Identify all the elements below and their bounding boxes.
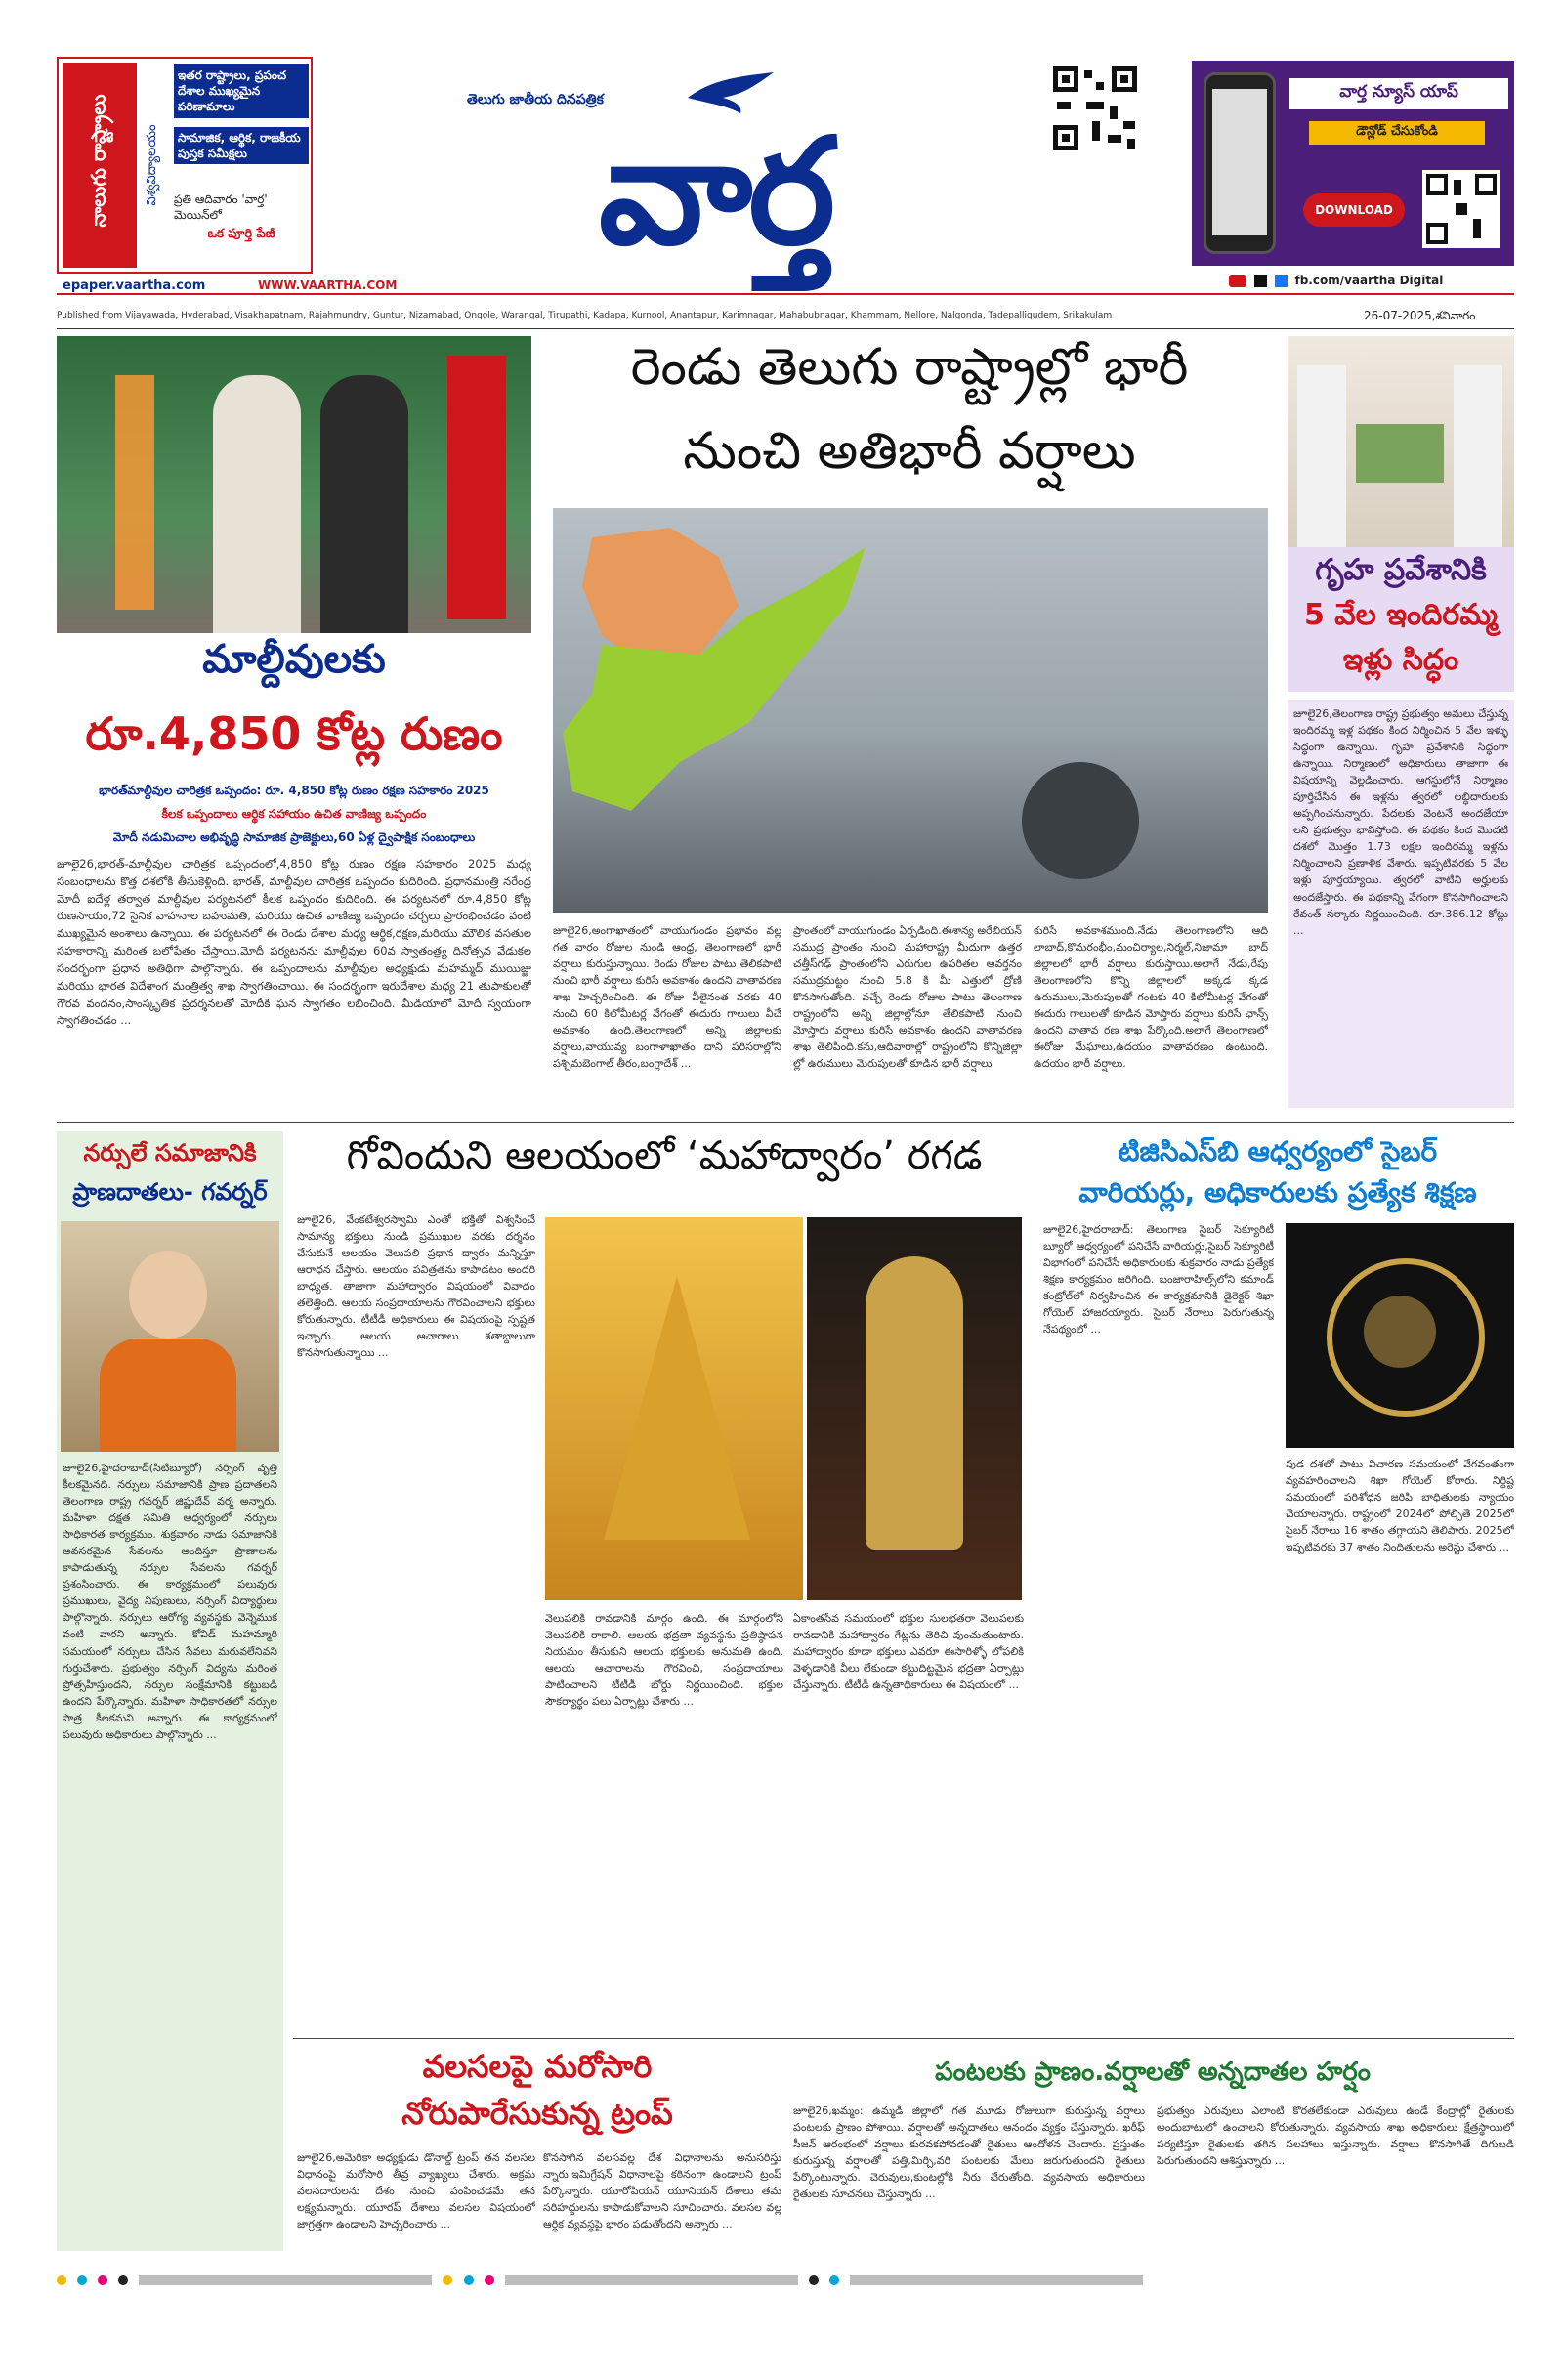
governor-photo bbox=[61, 1221, 279, 1452]
promo-line-2: సామాజిక, ఆర్థిక, రాజకీయ పుస్తక సమీక్షలు bbox=[174, 127, 309, 164]
promo-vertical-strip bbox=[139, 63, 166, 268]
tgcsb-col-1: జూలై26,హైదరాబాద్: తెలంగాణ సైబర్ సెక్యూరిటీ బ్యూరో ఆధ్వర్యంలో పనిచేసే వారియర్లు,సైబర్ సెక్యూరిటీ విభాగంలో పనిచేసే అధికారులకు శుక్రవారం నాడు ప్రత్యేక శిక్షణ కార్యక్రమం జరిగింది. బంజారాహిల్స్‌లోని కమాండ్ కంట్రోల్‌లో నిర్వహించిన ఈ కార్యక్రమానికి డైరెక్టర్ శిఖా గోయెల్ హాజరయ్యారు. సైబర్ నేరాలు పెరుగుతున్న నేపథ్యంలో ... bbox=[1043, 1223, 1274, 1337]
housing-photo bbox=[1288, 336, 1514, 547]
footer-registration-marks bbox=[57, 2271, 1514, 2290]
lead-col-1: జూలై26,అంగాఖాతంలో వాయుగుండం ప్రభావం వల్ల గత వారం రోజుల నుండి ఆంధ్ర, తెలంగాణలో భారీ వర్షాలు కురుస్తున్నాయి. రెండు రోజుల పాటు తెలికపాటి నుంచి భారీ వర్షాలు కురిసే అవకాశం ఉందని వాతావరణ శాఖ హెచ్చరించింది. ఈ రోజు వీలైనంత వరకు 40 నుంచి 60 కిలోమీటర్ల వేగంతో ఈదురు గాలులు వీచే అవకాశం ఉంది.తెలంగాణలో అన్ని జిల్లాలకు వర్షాలు,వాయువ్య బంగాళాఖాతం దాని పరిసరాల్లోని పశ్చిమబెంగాల్ తీరం,బంగ్లాదేశ్ ... bbox=[553, 924, 782, 1071]
maldives-headline-1: మాల్దీవులకు bbox=[202, 637, 386, 682]
social-icons[interactable] bbox=[1229, 274, 1443, 287]
temple-headline-a: గోవిందుని ఆలయంలో bbox=[346, 1133, 675, 1178]
tagline: తెలుగు జాతీయ దినపత్రిక bbox=[467, 92, 604, 107]
ap-map-shape bbox=[553, 528, 875, 821]
temple-gopuram-photo bbox=[545, 1217, 803, 1600]
governor-headline-1: నర్సులే సమాజానికి bbox=[83, 1139, 257, 1167]
governor-headline-2: ప్రాణదాతలు- గవర్నర్ bbox=[72, 1178, 268, 1206]
trump-headline-1: వలసలపై మరోసారి bbox=[422, 2048, 653, 2085]
temple-headline bbox=[293, 1133, 1035, 1188]
registration-dot-magenta bbox=[98, 2275, 107, 2285]
trump-headline-2: నోరుపారేసుకున్న ట్రంప్ bbox=[401, 2095, 673, 2132]
registration-bar-3 bbox=[850, 2275, 1143, 2285]
temple-headline-b: ‘మహాద్వారం’ bbox=[686, 1133, 895, 1178]
registration-dot-cyan-3 bbox=[829, 2275, 839, 2285]
farmers-col-2: ప్రభుత్వం ఎరువులు ఎలాంటి కొరతలేకుండా ఎరువులు ఉండే కేంద్రాల్లో రైతులకు అందుబాటులో ఉంచాలని కోరుతున్నారు. వ్యవసాయ శాఖ అధికారులు క్షేత్రస్థాయిలో పర్యటిస్తూ రైతులకు తగిన సలహాలు ఇస్తున్నారు. వర్షాలు కొనసాగితే దిగుబడి పెరుగుతుందని ఆశిస్తున్నారు ... bbox=[1157, 2104, 1514, 2168]
app-title: వార్త న్యూస్ యాప్ bbox=[1289, 78, 1508, 109]
app-qr-icon[interactable] bbox=[1422, 170, 1500, 248]
tgcsb-headline-2: వారియర్లు, అధికారులకు ప్రత్యేక శిక్షణ bbox=[1078, 1176, 1477, 1209]
registration-dot-magenta-2 bbox=[485, 2275, 494, 2285]
site-url[interactable]: WWW.VAARTHA.COM bbox=[258, 278, 398, 292]
tgcsb-col-2: పుడ దశలో పాటు విచారణ సమయంలో వేగవంతంగా వ్యవహరించాలని శిఖా గోయెల్ కోరారు. నిర్దిష్ట సమయంలో పరిశోధన జరిపి బాధితులకు న్యాయం చేయాలన్నారు. రాష్ట్రంలో 2024లో పోల్చితే 2025లో సైబర్ నేరాలు 16 శాతం తగ్గాయని తెలిపారు. 2025లో ఇప్పటివరకు 37 శాతం నిందితులను అరెస్టు చేశారు ... bbox=[1286, 1458, 1514, 1554]
publishing-line: Published from Vijayawada, Hyderabad, Visakhapatnam, Rajahmundry, Guntur, Nizamabad, Ongole, Warangal, Tirupathi, Kadapa, Kurnool, Anantapur, Karimnagar, Mahabubnagar, Khammam, Nellore, Nalgonda, Tadepalligudem, Srikakulam bbox=[57, 311, 1113, 320]
rain-photo bbox=[553, 508, 1268, 913]
issue-date: 26-07-2025,శనివారం bbox=[1364, 309, 1476, 322]
row-divider-1 bbox=[57, 1122, 1514, 1123]
temple-col-2: వెలుపలికి రావడానికి మార్గం ఉంది. ఈ మార్గంలోని వెలుపలికి రాకాలి. ఆలయ భద్రతా వ్యవస్థను ప్రతిష్ఠాపన నియమం తీసుకుని ఆలయ భక్తులకు అనుమతి ఉంది. ఆలయ ఆచారాలను గౌరవించి, సంప్రదాయాలు పాటించాలని టీటీడీ బోర్డు నిర్ణయించింది. భక్తుల సౌకర్యార్థం పలు ఏర్పాట్లు చేశారు ... bbox=[545, 1612, 783, 1709]
maldives-bullet-3: మోదీ నడుమిచాల అభివృద్ధి సామాజిక ప్రాజెక్టులు,60 ఏళ్ల ద్వైపాక్షిక సంబంధాలు bbox=[112, 830, 476, 844]
registration-dot-yellow bbox=[57, 2275, 66, 2285]
temple-headline-c: రగడ bbox=[907, 1133, 983, 1178]
masthead-rule-2 bbox=[57, 328, 1514, 329]
temple-col-3: ఏకాంతసేవ సమయంలో భక్తుల సులభతరా వెలుపలకు రావడానికి మహాద్వారం గేట్లను తెరిచి వుంచుతుంటారు. మహాద్వారం కూడా భక్తులు ఎవరూ ఈసారిళ్ళో లోపలికి వెళ్ళడానికి వీలు లేకుండా కట్టుదిట్టమైన భద్రతా ఏర్పాట్లు చేస్తున్నారు. టీటీడీ ఉన్నతాధికారులు ఈ విషయంలో ... bbox=[793, 1612, 1024, 1692]
registration-dot-black bbox=[118, 2275, 128, 2285]
download-button[interactable]: DOWNLOAD bbox=[1303, 193, 1405, 227]
housing-body: జూలై26,తెలంగాణ రాష్ట్ర ప్రభుత్వం అమలు చేస్తున్న ఇందిరమ్మ ఇళ్ల పథకం కింద నిర్మించిన 5 వేల ఇళ్ళు సిద్ధంగా ఉన్నాయి. గృహ ప్రవేశానికి సిద్ధంగా ఉన్నాయి. నిర్మాణంలో అధికారులు తాజాగా ఈ విషయాన్ని వెల్లడించారు. ఆగస్టులోనే నిర్మాణం పూర్తిచేసిన ఈ ఇళ్లను త్వరలో లబ్ధిదారులకు అప్పగించనున్నారు. పేదలకు వెంటనే అందజేయా లని ప్రభుత్వం భావిస్తోంది. ఈ పథకం కింద మొదటి దశలో మొత్తం 1.73 లక్షల ఇందిరమ్మ ఇళ్లను నిర్మించాలని ప్రణాళిక వేశారు. ఇప్పటివరకు 5 వేల ఇళ్లు పూర్తయ్యాయి. త్వరలో వాటిని అర్హులకు అందజేస్తారు. ఈ పథకాన్ని వేగంగా కొనసాగించాలని రేవంత్ సర్కారు నిర్ణయించింది. రూ.386.12 కోట్లు ... bbox=[1288, 700, 1514, 1108]
registration-dot-black-2 bbox=[809, 2275, 819, 2285]
housing-headline-3: ఇళ్లు సిద్ధం bbox=[1342, 643, 1459, 677]
youtube-icon[interactable] bbox=[1229, 275, 1246, 287]
social-handle[interactable]: fb.com/vaartha Digital bbox=[1294, 274, 1444, 287]
cyber-emblem-photo bbox=[1286, 1223, 1514, 1448]
promo-line-3: ప్రతి ఆదివారం 'వార్త' మెయిన్‌లో bbox=[174, 192, 268, 223]
farmers-col-1: జూలై26,ఖమ్మం: ఉమ్మడి జిల్లాలో గత మూడు రోజులుగా కురుస్తున్న వర్షాలు పంటలకు ప్రాణం పోశాయి. వర్షాలతో అన్నదాతలు ఆనందం వ్యక్తం చేస్తున్నారు. ఖరీఫ్ సీజన్ ఆరంభంలో వర్షాలు కురవకపోవడంతో రైతులు ఆందోళన చెందారు. ప్రస్తుతం కురుస్తున్న వర్షాలతో పత్తి,మిర్చి,వరి పంటలకు మేలు జరుగుతుందని రైతులు పేర్కొంటున్నారు. చెరువులు,కుంటల్లోకి నీరు చేరుతోంది. వ్యవసాయ అధికారులు రైతులకు సూచనలు చేస్తున్నారు ... bbox=[793, 2104, 1145, 2201]
maldives-bullet-1: భారత్‌మాల్దీవుల చారిత్రక ఒప్పందం: రూ. 4,850 కోట్ల రుణం రక్షణ సహకారం 2025 bbox=[99, 784, 489, 797]
modi-muizzu-photo bbox=[57, 336, 531, 633]
lead-col-3: కురిసే అవకాశముంది.నేడు తెలంగాణలోని ఆది లాబాద్,కొమరంభీం,మంచిర్యాల,నిర్మల్,నిజామా బాద్ జిల్లాలలో భారీ వర్షాలు కురుస్తాయి.అలాగే నేడు,రేపు తెలంగాణలోని కొన్ని జిల్లాలలో అక్కడ క్కడ ఉరుములు,మెరుపులతో గంటకు 40 కిలోమీటర్ల వేగంతో ఈదురు గాలులతో కూడిన మోస్తారు వర్షాలు కురిసే ఛాన్స్ ఉందని వాతావ రణ శాఖ పేర్కొంది.అలాగే తెలంగాణలో ఈరోజు మేఘాలు,ఉదయం వాతావరణం ఉంటుంది. ఉదయం భారీ వర్షాలు. bbox=[1034, 924, 1268, 1071]
newspaper-logo: వార్త bbox=[598, 107, 832, 277]
facebook-icon[interactable] bbox=[1275, 275, 1288, 287]
governor-body: జూలై26,హైదరాబాద్(సిటిబ్యూరో) నర్సింగ్ వృత్తి కీలకమైనది. నర్సులు సమాజానికి ప్రాణ ప్రదాతలని తెలంగాణ రాష్ట్ర గవర్నర్ జిష్ణుదేవ్ వర్మ అన్నారు. మహిళా దక్షత సమితి ఆధ్వర్యంలో నర్సులు సాధికారత కార్యక్రమం. శుక్రవారం నాడు సమాజానికి అవసరమైన సేవలను అందిస్తూ ప్రాణాలను కాపాడుతున్న నర్సుల సేవలను గవర్నర్ ప్రశంసించారు. ఈ కార్యక్రమంలో పలువురు ప్రముఖులు, వైద్య నిపుణులు, నర్సింగ్ విద్యార్థులు పాల్గొన్నారు. నర్సులు ఆరోగ్య వ్యవస్థకు వెన్నెముక వంటి వారని అన్నారు. కోవిడ్ మహమ్మారి సమయంలో నర్సులు చేసిన సేవలు మరువలేనివని గుర్తుచేశారు. ప్రభుత్వం నర్సింగ్ విద్యను మరింత ప్రోత్సహిస్తుందని, నర్సుల సంక్షేమానికి కట్టుబడి ఉందని పేర్కొన్నారు. మహిళా సాధికారతలో నర్సుల పాత్ర కీలకమని అన్నారు. ఈ కార్యక్రమంలో పలువురు అధికారులు పాల్గొన్నారు ... bbox=[63, 1462, 277, 1741]
trump-col-1: జూలై26,అమెరికా అధ్యక్షుడు డొనాల్డ్ ట్రంప్ తన వలసల విధానంపై మరోసారి తీవ్ర వ్యాఖ్యలు చేశారు. అక్రమ వలసదారులను దేశం నుంచి పంపించడమే తన లక్ష్యమన్నారు. యూరప్ దేశాలు వలసల విషయంలో జాగ్రత్తగా ఉండాలని హెచ్చరించారు ... bbox=[297, 2151, 535, 2231]
farmers-headline: పంటలకు ప్రాణం.వర్షాలతో అన్నదాతల హర్షం bbox=[935, 2058, 1371, 2087]
promo-left-box bbox=[57, 57, 313, 274]
maldives-bullet-2: కీలక ఒప్పందాలు ఆర్థిక సహాయం ఉచిత వాణిజ్య ఒప్పందం bbox=[161, 807, 427, 821]
lead-col-2: ప్రాంతంలో వాయుగుండం ఏర్పడింది.ఈశాన్య అరేబియన్ సముద్ర ప్రాంతం నుంచి మహారాష్ట్ర మీదుగా ఉత్తర చత్తీస్‌గఢ్ ప్రాంతంలోని ఎరుగుల ఉపరితల ఆవర్తనం సముద్రమట్టం నుంచి 5.8 కి మీ ఎత్తులో ద్రోణి కొనసాగుతోంది. వచ్చే రెండు రోజుల పాటు తెలంగాణ రాష్ట్రంలోని అన్ని జిల్లాల్లోనూ తేలికపాటి నుంచి మోస్తారు వర్షాలు కురిసే అవకాశం ఉందని వాతావరణ శాఖ తెలిపింది.కను,ఆదివారాల్లో రాష్ట్రంలోని కొన్నిజిల్లా ల్లో ఉరుములు మెరుపులతో కూడిన భారీ వర్షాలు bbox=[793, 924, 1022, 1071]
maldives-headline-2: రూ.4,850 కోట్ల రుణం bbox=[85, 707, 503, 760]
registration-dot-cyan bbox=[77, 2275, 87, 2285]
phone-icon bbox=[1204, 72, 1276, 254]
trump-col-2: కొనసాగిన వలసవల్ల దేశ విధానాలను అనుసరిస్తు న్నారు.ఇమిగ్రేషన్ విధానాలపై కఠినంగా ఉండాలని ట్రంప్ పేర్కొన్నారు. యూరోపియన్ యూనియన్ దేశాలు తమ సరిహద్దులను కాపాడుకోవాలని సూచించారు. వలసల వల్ల ఆర్థిక వ్యవస్థపై భారం పడుతోందని అన్నారు ... bbox=[543, 2151, 782, 2231]
temple-deity-photo bbox=[807, 1217, 1022, 1600]
tgcsb-headline-1: టిజిసిఎస్‌బి ఆధ్వర్యంలో సైబర్ bbox=[1118, 1135, 1438, 1168]
row-divider-2 bbox=[293, 2038, 1514, 2039]
registration-bar-2 bbox=[505, 2275, 798, 2285]
maldives-body: జూలై26,భారత్-మాల్దీవుల చారిత్రక ఒప్పందంలో,4,850 కోట్ల రుణం రక్షణ సహకారం 2025 మధ్య సంబంధాలను కొత్త దశలోకి తీసుకెళ్లింది. భారత్, మాల్దీవుల చారిత్రక ఒప్పందం కుదిరింది. ప్రధానమంత్రి నరేంద్ర మోదీ ఐదేళ్ల తర్వాత మాల్దీవుల పర్యటనలో కీలక ఒప్పందం కుదిరింది. ఈ పర్యటనలో రూ.4,850 కోట్ల రుణసాయం,72 సైనిక వాహనాల బహుమతి, మరియు ఉచిత వాణిజ్య ఒప్పందం చర్చలు ప్రారంభించడం వంటి ముఖ్యమైన అంశాలు ఉన్నాయి. ఈ పర్యటనలో ఈ రెండు దేశాల మధ్య ఆర్థిక,రక్షణ,మరియు మౌలిక వసతుల సహకారాన్ని మరింత బలోపేతం చేస్తాయి.మోదీ పర్యటనను మాల్దీవుల 60వ స్వాతంత్ర్య దినోత్సవ వేడుకల సందర్భంగా ప్రధాన అతిథిగా పాల్గొన్నారు. ఈ ఒప్పందాలను మాల్దీవుల అధ్యక్షుడు మహమ్మద్ ముయిజ్జు మరియు భారత విదేశాంగ మంత్రిత్వ శాఖ స్వాగతించాయి. ఈ సందర్భంగా ఇరుదేశాల మధ్య 21 తుపాకులతో గౌరవ వందనం,సాంస్కృతిక ప్రదర్శనలతో మోదీకి ఘన స్వాగతం లభించింది. మీడియాలో మోదీ స్వయంగా స్వాగతించడం ... bbox=[57, 857, 531, 1028]
promo-vertical-title: నాలుగు రాష్ట్రాలు bbox=[86, 94, 110, 228]
registration-bar bbox=[139, 2275, 432, 2285]
qr-code-icon[interactable] bbox=[1049, 63, 1141, 154]
registration-dot-cyan-2 bbox=[464, 2275, 474, 2285]
masthead-rule bbox=[57, 293, 1514, 295]
twitter-icon[interactable] bbox=[1254, 275, 1267, 287]
housing-headline-2: 5 వేల ఇందిరమ్మ bbox=[1303, 598, 1498, 632]
registration-dot-yellow-2 bbox=[443, 2275, 452, 2285]
promo-vertical-banner bbox=[63, 63, 137, 268]
epaper-url[interactable]: epaper.vaartha.com bbox=[63, 278, 206, 293]
lead-headline-2: నుంచి అతిభారీ వర్షాలు bbox=[683, 422, 1136, 481]
housing-headline-1: గృహ ప్రవేశానికి bbox=[1315, 553, 1487, 587]
app-download-text: డౌన్లోడ్ చేసుకోండి bbox=[1309, 121, 1485, 145]
promo-line-4: ఒక పూర్తి పేజీ bbox=[207, 227, 275, 241]
temple-col-1: జూలై26, వేంకటేశ్వరస్వామి ఎంతో భక్తితో విశ్వసించే సామాన్య భక్తులు నుండి ప్రముఖుల వరకు దర్శనం చేసుకునే ఆలయం వెలుపలి ప్రధాన ద్వారం మన్నిస్తూ ఆరాధన చేస్తారు. ఆలయం పవిత్రతను కాపాడటం అందరి బాధ్యత. తాజాగా మహాద్వారం విషయంలో వివాదం తలెత్తింది. ఆలయ సంప్రదాయాలను గౌరవించాలని భక్తులు కోరుతున్నారు. టీటీడీ అధికారులు ఈ విషయంపై స్పష్టత ఇచ్చారు. ఆలయ ఆచారాలు శతాబ్దాలుగా కొనసాగుతున్నాయి ... bbox=[297, 1213, 535, 1360]
app-promo-box[interactable] bbox=[1192, 61, 1514, 266]
promo-vertical-sub: విశ్వవిద్యాలయం bbox=[145, 124, 159, 206]
lead-headline-1: రెండు తెలుగు రాష్ట్రాల్లో భారీ bbox=[630, 338, 1189, 397]
promo-line-1: ఇతర రాష్ట్రాలు, ప్రపంచ దేశాల ముఖ్యమైన పరిణామాలు bbox=[174, 64, 309, 118]
